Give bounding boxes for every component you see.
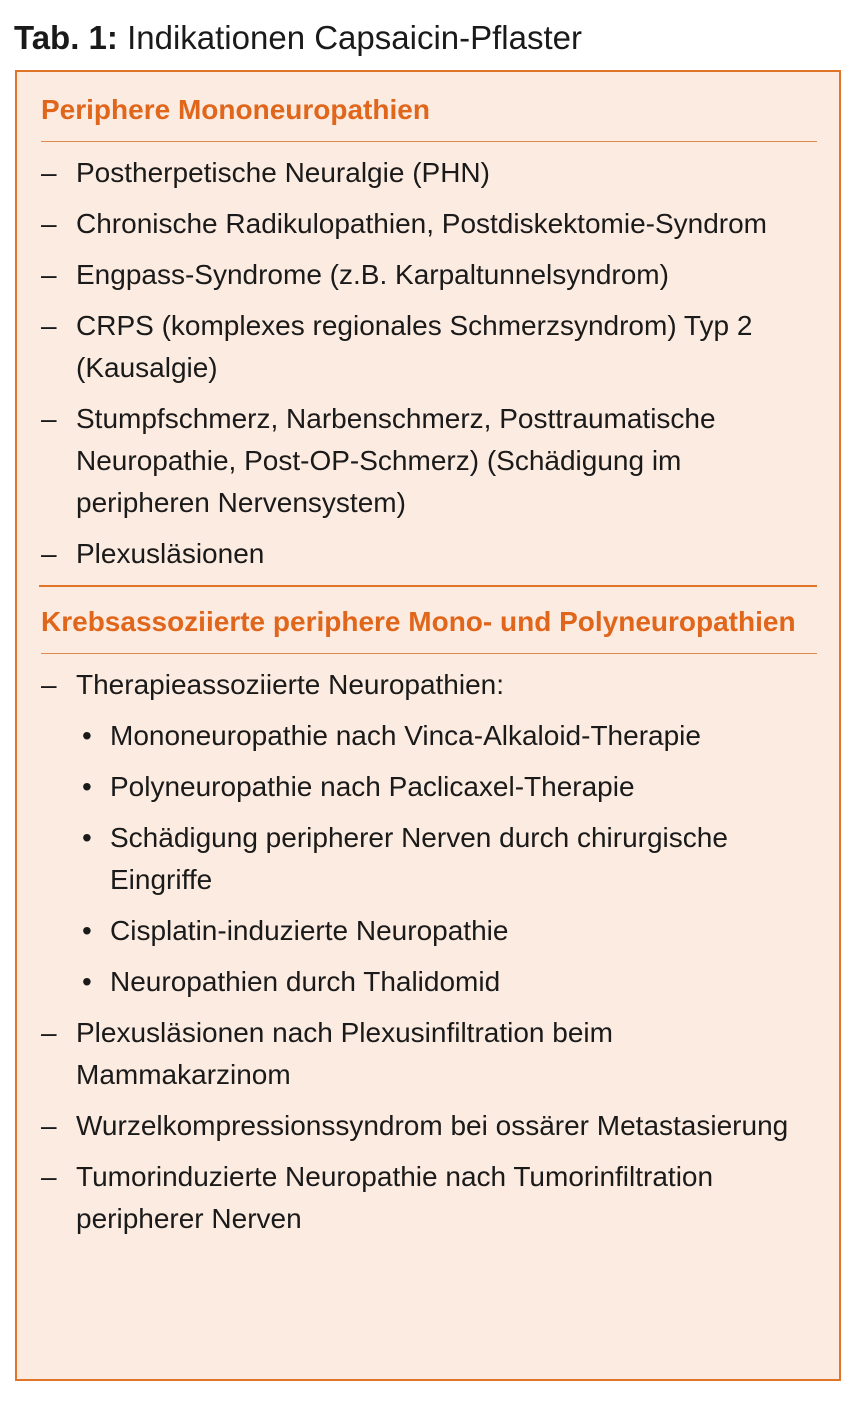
sub-list-item-text: Cisplatin-induzierte Neuropathie	[110, 915, 509, 946]
dash-marker: –	[41, 310, 57, 341]
sub-list-item-text: Polyneuropathie nach Paclicaxel-Therapie	[110, 771, 635, 802]
list-item	[41, 398, 817, 524]
sub-list-item	[76, 817, 817, 901]
list-item-text: CRPS (komplexes regionales Schmerzsyndrom) Typ 2 (Kausalgie)	[76, 310, 753, 383]
dash-marker: –	[41, 208, 57, 239]
sub-list	[76, 715, 817, 1003]
section-cancer-associated-neuropathies	[39, 585, 817, 1250]
bullet-marker: •	[82, 720, 92, 751]
indication-list	[39, 654, 817, 1250]
sub-list-item	[76, 766, 817, 808]
bullet-marker: •	[82, 915, 92, 946]
sub-list-item-text: Mononeuropathie nach Vinca-Alkaloid-Therapie	[110, 720, 701, 751]
table-number-label: Tab. 1:	[14, 19, 118, 56]
list-item-text: Wurzelkompressionssyndrom bei ossärer Metastasierung	[76, 1110, 789, 1141]
list-item	[41, 254, 817, 296]
bullet-marker: •	[82, 966, 92, 997]
bullet-marker: •	[82, 822, 92, 853]
sub-list-item-text: Neuropathien durch Thalidomid	[110, 966, 501, 997]
dash-marker: –	[41, 157, 57, 188]
table-title	[14, 16, 582, 60]
list-item-text: Plexusläsionen nach Plexusinfiltration beim Mammakarzinom	[76, 1017, 613, 1090]
dash-marker: –	[41, 1161, 57, 1192]
indication-table	[15, 70, 841, 1381]
dash-marker: –	[41, 1017, 57, 1048]
bullet-marker: •	[82, 771, 92, 802]
section-heading: Krebsassoziierte periphere Mono- und Polyneuropathien	[41, 587, 817, 654]
list-item	[41, 533, 817, 575]
list-item	[41, 664, 817, 1003]
list-item	[41, 1012, 817, 1096]
dash-marker: –	[41, 669, 57, 700]
sub-list-item	[76, 961, 817, 1003]
section-heading: Periphere Mononeuropathien	[41, 72, 817, 142]
table-title-text: Indikationen Capsaicin-Pflaster	[127, 19, 582, 56]
indication-list	[17, 142, 839, 585]
list-item-text: Tumorinduzierte Neuropathie nach Tumorinfiltration peripherer Nerven	[76, 1161, 714, 1234]
sub-list-item	[76, 715, 817, 757]
list-item	[41, 305, 817, 389]
sub-list-item-text: Schädigung peripherer Nerven durch chirurgische Eingriffe	[110, 822, 728, 895]
list-item	[41, 203, 817, 245]
list-item	[41, 1105, 817, 1147]
section-peripheral-mononeuropathies	[17, 72, 839, 585]
list-item	[41, 152, 817, 194]
dash-marker: –	[41, 403, 57, 434]
dash-marker: –	[41, 538, 57, 569]
list-item-text: Plexusläsionen	[76, 538, 265, 569]
list-item-text: Stumpfschmerz, Narbenschmerz, Posttraumatische Neuropathie, Post-OP-Schmerz) (Schädigung im peripheren Nervensystem)	[76, 403, 716, 518]
list-item-text: Chronische Radikulopathien, Postdiskektomie-Syndrom	[76, 208, 768, 239]
list-item-text: Therapieassoziierte Neuropathien:	[76, 669, 505, 700]
sub-list-item	[76, 910, 817, 952]
dash-marker: –	[41, 1110, 57, 1141]
list-item-text: Engpass-Syndrome (z.B. Karpaltunnelsyndrom)	[76, 259, 669, 290]
list-item-text: Postherpetische Neuralgie (PHN)	[76, 157, 490, 188]
list-item	[41, 1156, 817, 1240]
dash-marker: –	[41, 259, 57, 290]
